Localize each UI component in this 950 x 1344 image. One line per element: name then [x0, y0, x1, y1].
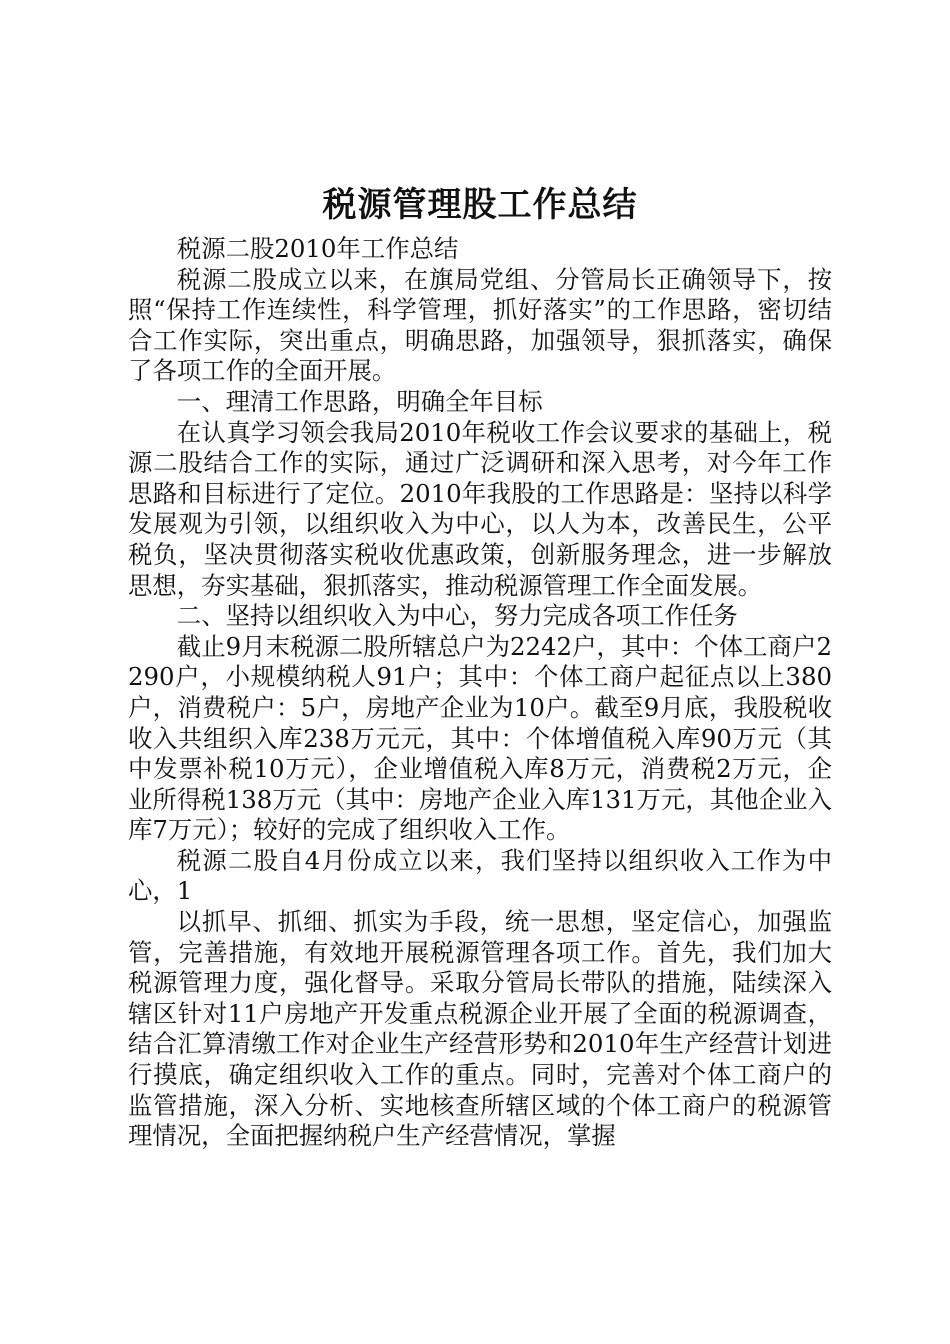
paragraph-intro: 税源二股成立以来，在旗局党组、分管局长正确领导下，按照“保持工作连续性，科学管理，抓好落实”的工作思路，密切结合工作实际，突出重点，明确思路，加强领导，狠抓落实，确保了各项工作的全面开展。	[128, 264, 832, 386]
paragraph-measures: 以抓早、抓细、抓实为手段，统一思想，坚定信心，加强监管，完善措施，有效地开展税源管理各项工作。首先，我们加大税源管理力度，强化督导。采取分管局长带队的措施，陆续深入辖区针对11户房地产开发重点税源企业开展了全面的税源调查，结合汇算清缴工作对企业生产经营形势和2010年生产经营计划进行摸底，确定组织收入工作的重点。同时，完善对个体工商户的监管措施，深入分析、实地核查所辖区域的个体工商户的税源管理情况，全面把握纳税户生产经营情况，掌握	[128, 907, 832, 1151]
paragraph-statistics: 截止9月末税源二股所辖总户为2242户，其中：个体工商户2290户，小规模纳税人91户；其中：个体工商户起征点以上380户，消费税户：5户，房地产企业为10户。截至9月底，我股税收收入共组织入库238万元元，其中：个体增值税入库90万元（其中发票补税10万元），企业增值税入库8万元，消费税2万元，企业所得税138万元（其中：房地产企业入库131万元，其他企业入库7万元）；较好的完成了组织收入工作。	[128, 631, 832, 845]
document-title: 税源管理股工作总结	[322, 185, 638, 225]
paragraph-subtitle: 税源二股2010年工作总结	[176, 234, 459, 263]
document-body	[128, 234, 832, 1152]
section-heading-2: 二、坚持以组织收入为中心，努力完成各项工作任务	[176, 601, 738, 631]
paragraph-since-april: 税源二股自4月份成立以来，我们坚持以组织收入工作为中心，1	[128, 845, 832, 906]
section-heading-1: 一、理清工作思路，明确全年目标	[176, 386, 543, 416]
document-page	[128, 178, 832, 1152]
paragraph-section-1: 在认真学习领会我局2010年税收工作会议要求的基础上，税源二股结合工作的实际，通过广泛调研和深入思考，对今年工作思路和目标进行了定位。2010年我股的工作思路是：坚持以科学发展观为引领，以组织收入为中心，以人为本，改善民生，公平税负，坚决贯彻落实税收优惠政策，创新服务理念，进一步解放思想，夯实基础，狠抓落实，推动税源管理工作全面发展。	[128, 417, 832, 600]
